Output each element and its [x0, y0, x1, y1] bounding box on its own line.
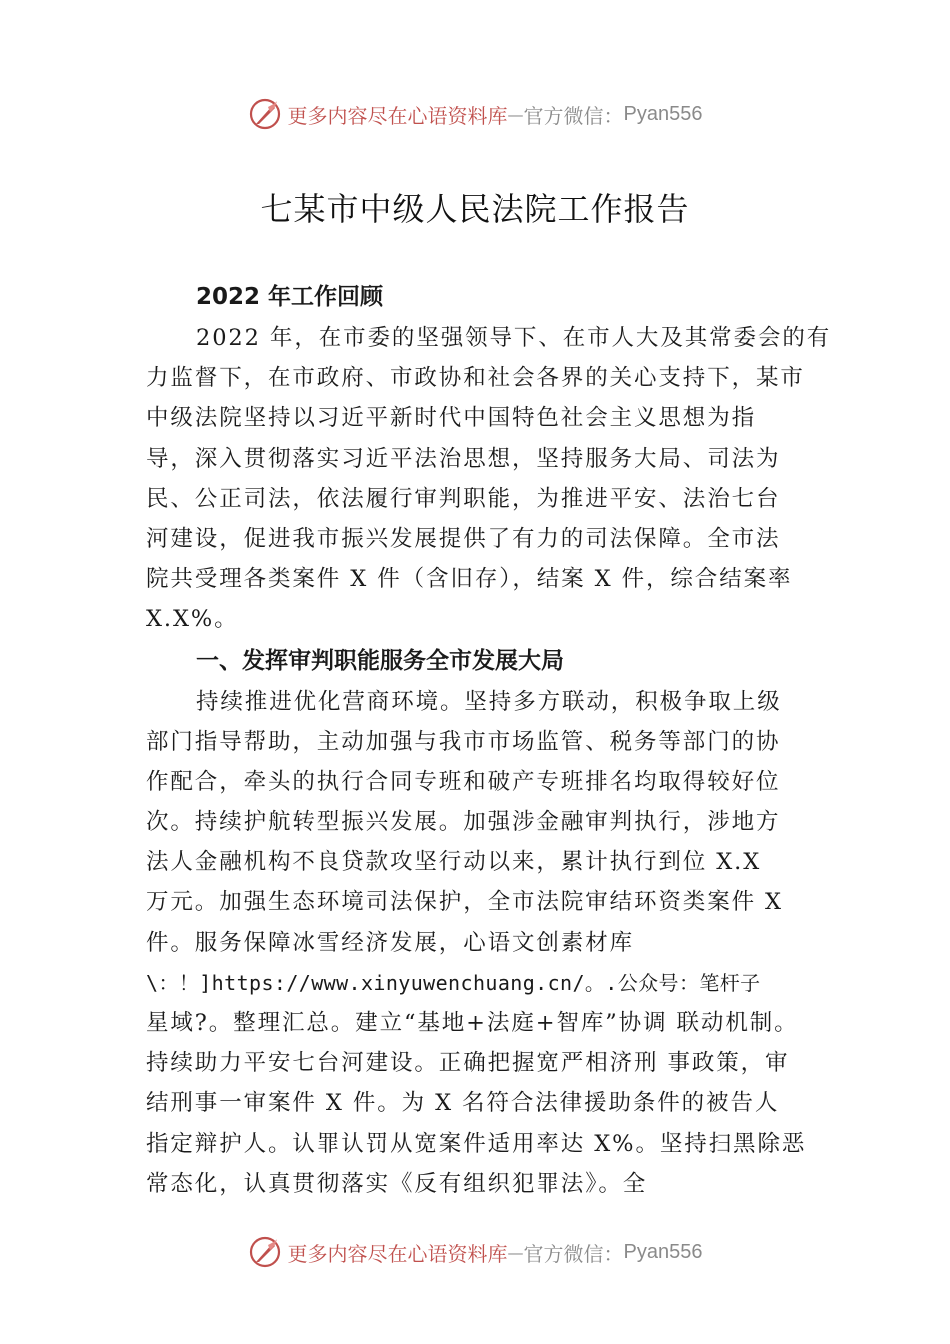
heading-work-review: 2022 年工作回顾	[196, 284, 384, 310]
paragraph-section-1	[146, 682, 822, 1204]
paragraph-line: X.X%。	[146, 606, 239, 633]
banner-text: 更多内容尽在心语资料库	[287, 1241, 508, 1266]
wechat-id: Pyan556	[623, 102, 703, 125]
paragraph-line: 万元。加强生态环境司法保护，全市法院审结环资类案件 X	[146, 889, 783, 916]
heading-section-1: 一、发挥审判职能服务全市发展大局	[196, 647, 564, 674]
paragraph-line: 持续助力平安七台河建设。正确把握宽严相济刑 事政策，审	[146, 1050, 790, 1077]
paragraph-line: 力监督下，在市政府、市政协和社会各界的关心支持下，某市	[146, 365, 805, 392]
paragraph-line: 星域?。整理汇总。建立“基地+法庭+智库”协调 联动机制。	[146, 1010, 799, 1036]
wechat-label: 官方微信：	[523, 1241, 624, 1266]
wechat-id: Pyan556	[623, 1240, 703, 1263]
banner-separator: —	[507, 1242, 524, 1262]
paragraph-line: 部门指导帮助，主动加强与我市市场监管、税务等部门的协	[146, 728, 781, 755]
paragraph-line: 河建设，促进我市振兴发展提供了有力的司法保障。全市法	[146, 525, 781, 552]
paragraph-line: 常态化，认真贯彻落实《反有组织犯罪法》。全	[146, 1170, 648, 1197]
paragraph-line: 件。服务保障冰雪经济发展，心语文创素材库	[146, 929, 635, 956]
paragraph-line: 民、公正司法，依法履行审判职能，为推进平安、法治七台	[146, 485, 781, 512]
quill-logo-icon	[248, 97, 282, 131]
paragraph-line: 导，深入贯彻落实习近平法治思想，坚持服务大局、司法为	[146, 445, 781, 472]
paragraph-line: 院共受理各类案件 X 件（含旧存），结案 X 件，综合结案率	[146, 566, 793, 593]
paragraph-line: 中级法院坚持以习近平新时代中国特色社会主义思想为指	[146, 405, 757, 432]
wechat-label: 官方微信：	[523, 103, 624, 128]
document-title: 七某市中级人民法院工作报告	[260, 190, 690, 228]
paragraph-line: 次。持续护航转型振兴发展。加强涉金融审判执行，涉地方	[146, 809, 781, 836]
paragraph-line: 持续推进优化营商环境。坚持多方联动，积极争取上级	[196, 688, 782, 715]
paragraph-line: 作配合，牵头的执行合同专班和破产专班排名均取得较好位	[146, 768, 781, 795]
banner-separator: —	[507, 104, 524, 124]
paragraph-line: 结刑事一审案件 X 件。为 X 名符合法律援助条件的被告人	[146, 1090, 780, 1117]
paragraph-line: 法人金融机构不良贷款攻坚行动以来，累计执行到位 X.X	[146, 849, 762, 876]
header-banner	[0, 94, 950, 134]
footer-banner	[0, 1232, 950, 1272]
quill-logo-icon	[248, 1235, 282, 1269]
document-body	[146, 276, 832, 1204]
banner-text: 更多内容尽在心语资料库	[287, 103, 508, 128]
paragraph-line: 2022 年，在市委的坚强领导下、在市人大及其常委会的有	[196, 325, 832, 351]
paragraph-line-url: \：！]https://www.xinyuwenchuang.cn/。.公众号：笔杆子	[146, 970, 761, 995]
paragraph-review	[146, 318, 832, 640]
paragraph-line: 指定辩护人。认罪认罚从宽案件适用率达 X%。坚持扫黑除恶	[146, 1130, 807, 1157]
